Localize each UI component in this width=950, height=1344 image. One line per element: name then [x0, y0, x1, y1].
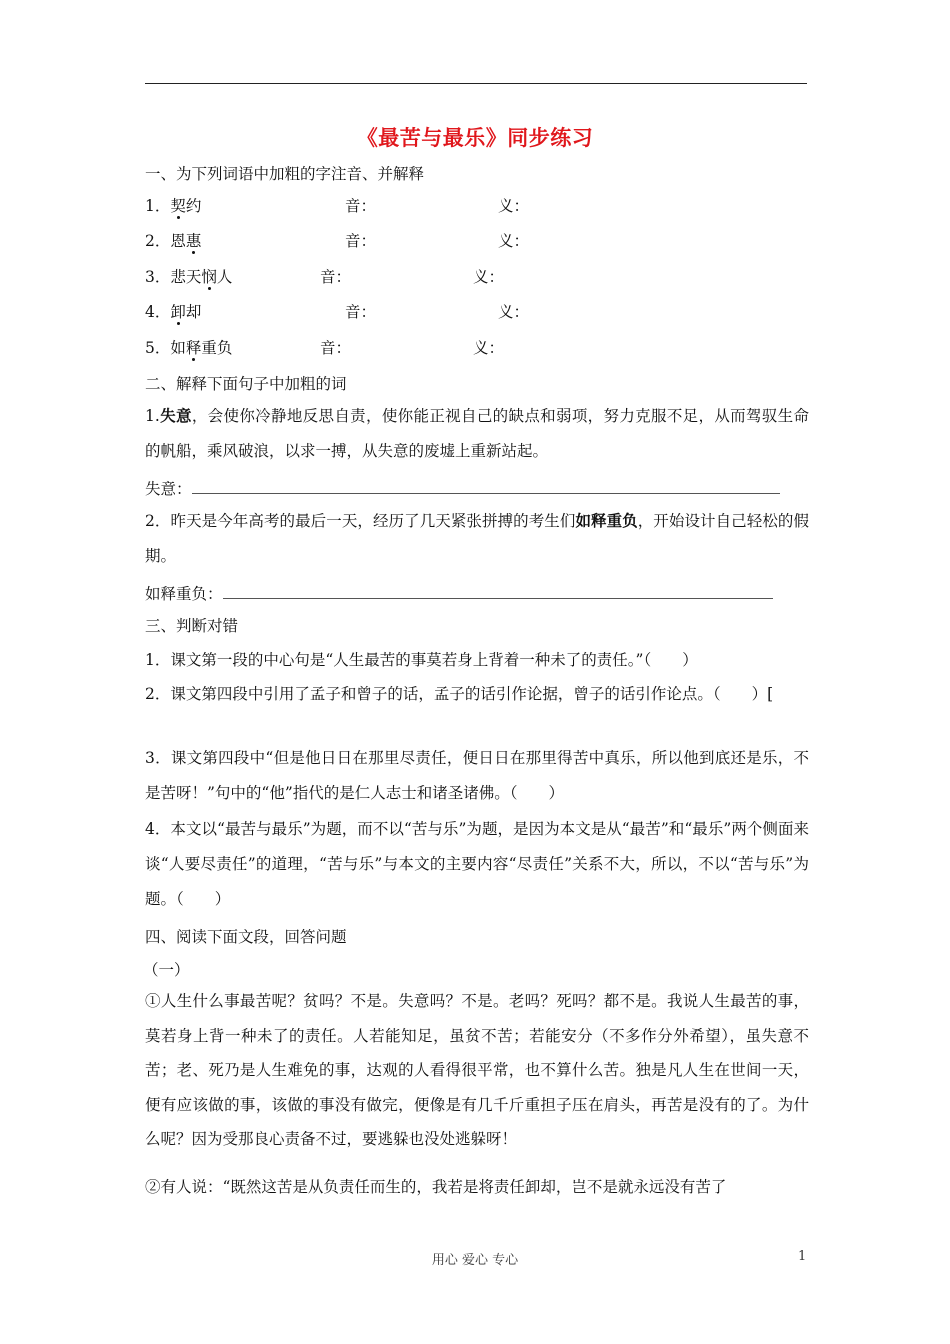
page-number: 1: [798, 1249, 807, 1264]
question-number: 1.: [145, 407, 160, 425]
section-2-heading: 二、解释下面句子中加粗的词: [145, 375, 347, 393]
item-number: 4．: [145, 303, 171, 321]
question-number: 2．: [145, 512, 171, 530]
answer-blank-line[interactable]: [223, 598, 773, 599]
word-rest: 恩: [170, 232, 186, 250]
bold-term: 如释重负: [575, 511, 638, 530]
bold-char: 悯: [201, 268, 217, 286]
section-3-heading: 三、判断对错: [145, 617, 239, 635]
meaning-label: 义：: [473, 268, 505, 286]
item-number: 2．: [145, 232, 171, 250]
s2-answer-1-label: 失意：: [145, 480, 192, 498]
bold-term: 失意: [159, 406, 192, 425]
page-footer: 用心 爱心 专心: [431, 1253, 519, 1268]
subsection-label: （一）: [143, 961, 190, 979]
pinyin-label: 音：: [320, 339, 352, 357]
item-number: 3．: [145, 268, 171, 286]
section-4-heading: 四、阅读下面文段，回答问题: [145, 928, 347, 946]
bold-char: 惠: [185, 232, 202, 250]
meaning-label: 义：: [498, 303, 530, 321]
word-rest: 却: [185, 303, 202, 321]
s3-question-3: 3．课文第四段中“但是他日日在那里尽责任，便日日在那里得苦中真乐，所以他到底还是乐，不是苦呀！”句中的“他”指代的是仁人志士和诸圣诸佛。（ ）: [145, 749, 809, 802]
pinyin-label: 音：: [320, 268, 352, 286]
pinyin-label: 音：: [345, 197, 377, 215]
section-1-heading: 一、为下列词语中加粗的字注音、并解释: [145, 165, 425, 183]
word-rest: 如: [170, 339, 186, 357]
meaning-label: 义：: [498, 197, 530, 215]
word-rest: 约: [185, 197, 202, 215]
word-rest: 重负: [201, 339, 233, 357]
bold-char: 契: [170, 197, 186, 215]
word-rest: 悲天: [170, 268, 202, 286]
meaning-label: 义：: [473, 339, 505, 357]
bold-char: 释: [185, 339, 202, 357]
s3-question-2: 2．课文第四段中引用了孟子和曾子的话，孟子的话引作论据，曾子的话引作论点。（ ）[: [145, 685, 774, 703]
question-text: 昨天是今年高考的最后一天，经历了几天紧张拼搏的考生们: [170, 512, 576, 530]
s3-question-4: 4．本文以“最苦与最乐”为题，而不以“苦与乐”为题，是因为本文是从“最苦”和“最乐”两个侧面来谈“人要尽责任”的道理，“苦与乐”与本文的主要内容“尽责任”关系不大，所以，不以“苦与乐”为题。（ ）: [145, 820, 809, 908]
s2-question-1: [145, 398, 809, 469]
item-number: 5．: [145, 339, 171, 357]
page-title: 《最苦与最乐》同步练习: [356, 125, 594, 150]
s2-answer-2-label: 如释重负：: [145, 585, 223, 603]
meaning-label: 义：: [498, 232, 530, 250]
pinyin-label: 音：: [345, 303, 377, 321]
word-rest: 人: [216, 268, 233, 286]
question-text: ，会使你冷静地反思自责，使你能正视自己的缺点和弱项，努力克服不足，从而驾驭生命的帆船，乘风破浪，以求一搏，从失意的废墟上重新站起。: [145, 407, 809, 460]
header-rule: [145, 83, 807, 84]
s2-question-2: [145, 503, 809, 574]
item-number: 1．: [145, 197, 171, 215]
question-text: ，开始设计自己轻松的假期。: [145, 512, 809, 565]
bold-char: 卸: [170, 303, 186, 321]
s3-question-1: 1．课文第一段的中心句是“人生最苦的事莫若身上背着一种未了的责任。”（ ）: [145, 651, 698, 669]
reading-paragraph-2: ②有人说：“既然这苦是从负责任而生的，我若是将责任卸却，岂不是就永远没有苦了: [145, 1178, 727, 1196]
reading-paragraph-1: ①人生什么事最苦呢？贫吗？不是。失意吗？不是。老吗？死吗？都不是。我说人生最苦的事，莫若身上背一种未了的责任。人若能知足，虽贫不苦；若能安分（不多作分外希望），虽失意不苦；老、死乃是人生难免的事，达观的人看得很平常，也不算什么苦。独是凡人生在世间一天，便有应该做的事，该做的事没有做完，便像是有几千斤重担子压在肩头，再苦是没有的了。为什么呢？因为受那良心责备不过，要逃躲也没处逃躲呀！: [145, 992, 809, 1148]
pinyin-label: 音：: [345, 232, 377, 250]
answer-blank-line[interactable]: [192, 493, 780, 494]
